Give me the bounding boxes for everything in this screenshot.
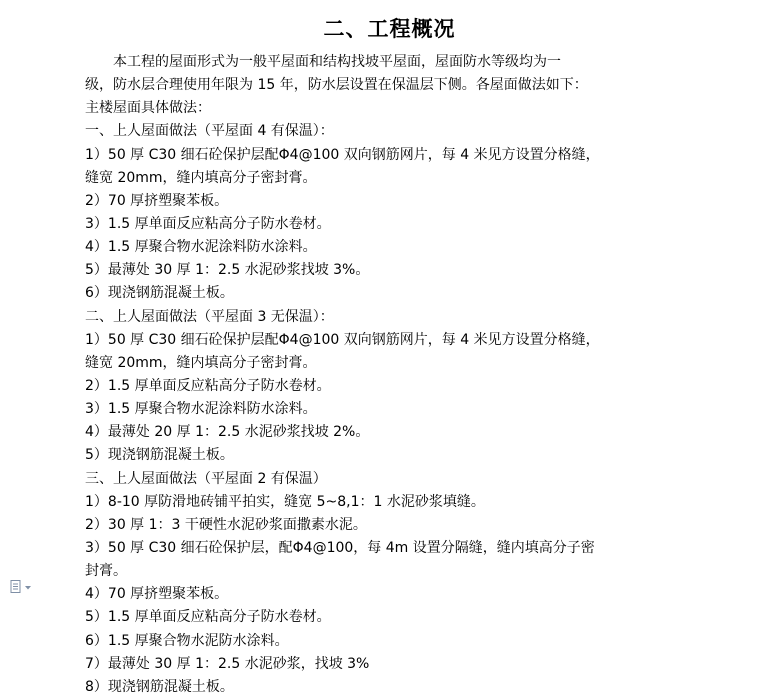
paragraph-options-icon[interactable] (10, 580, 36, 594)
text-line: 1）50 厚 C30 细石砼保护层配Φ4@100 双向钢筋网片，每 4 米见方设置分格缝， (85, 146, 600, 163)
text-line: 主楼屋面具体做法： (85, 100, 211, 117)
section-title: 二、工程概况 (323, 16, 456, 41)
text-line: 封膏。 (85, 563, 127, 580)
text-line: 6）1.5 厚聚合物水泥防水涂料。 (85, 632, 289, 649)
text-line: 2）1.5 厚单面反应粘高分子防水卷材。 (85, 377, 331, 394)
text-line: 三、上人屋面做法（平屋面 2 有保温） (85, 470, 327, 487)
text-line: 3）1.5 厚单面反应粘高分子防水卷材。 (85, 215, 331, 232)
text-line: 缝宽 20mm，缝内填高分子密封膏。 (85, 169, 317, 186)
text-line: 一、上人屋面做法（平屋面 4 有保温）： (85, 123, 334, 140)
text-line: 3）1.5 厚聚合物水泥涂料防水涂料。 (85, 401, 317, 418)
text-line: 7）最薄处 30 厚 1：2.5 水泥砂浆，找坡 3% (85, 655, 370, 672)
text-line: 缝宽 20mm，缝内填高分子密封膏。 (85, 354, 317, 371)
text-line: 6）现浇钢筋混凝土板。 (85, 285, 234, 302)
text-line: 5）现浇钢筋混凝土板。 (85, 447, 234, 464)
text-line: 1）8-10 厚防滑地砖铺平拍实，缝宽 5~8,1：1 水泥砂浆填缝。 (85, 493, 485, 510)
text-line: 2）30 厚 1：3 干硬性水泥砂浆面撒素水泥。 (85, 516, 367, 533)
text-line: 4）1.5 厚聚合物水泥涂料防水涂料。 (85, 239, 317, 256)
document-body (85, 51, 705, 699)
text-line: 级，防水层合理使用年限为 15 年，防水层设置在保温层下侧。各屋面做法如下： (85, 77, 588, 94)
text-line: 4）最薄处 20 厚 1：2.5 水泥砂浆找坡 2%。 (85, 424, 370, 441)
text-line: 5）最薄处 30 厚 1：2.5 水泥砂浆找坡 3%。 (85, 262, 370, 279)
text-line: 1）50 厚 C30 细石砼保护层配Φ4@100 双向钢筋网片，每 4 米见方设置分格缝， (85, 331, 600, 348)
text-line: 4）70 厚挤塑聚苯板。 (85, 586, 229, 603)
text-line: 5）1.5 厚单面反应粘高分子防水卷材。 (85, 609, 331, 626)
text-line: 3）50 厚 C30 细石砼保护层，配Φ4@100，每 4m 设置分隔缝，缝内填高分子密 (85, 539, 595, 556)
text-line: 二、上人屋面做法（平屋面 3 无保温）： (85, 308, 334, 325)
text-line: 本工程的屋面形式为一般平屋面和结构找坡平屋面，屋面防水等级均为一 (113, 54, 561, 70)
text-line: 8）现浇钢筋混凝土板。 (85, 678, 234, 695)
text-line: 2）70 厚挤塑聚苯板。 (85, 192, 229, 209)
